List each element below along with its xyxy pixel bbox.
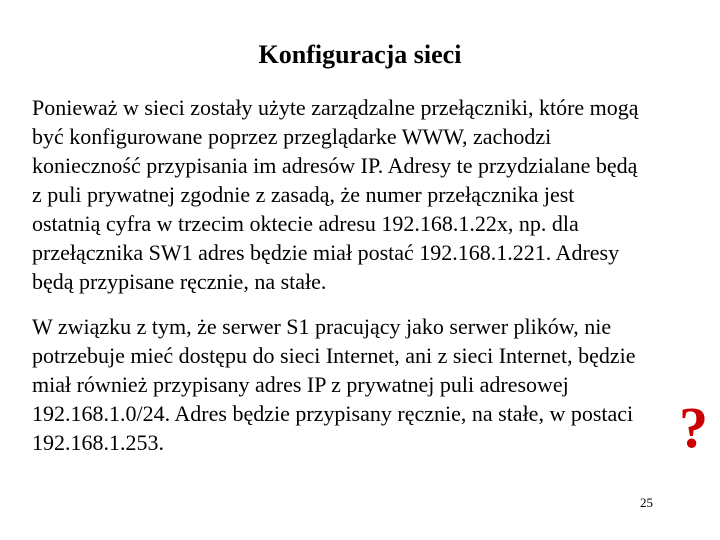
- question-mark-icon: ?: [679, 395, 708, 460]
- paragraph-line: potrzebuje mieć dostępu do sieci Internet, ani z sieci Internet, będzie: [32, 343, 636, 368]
- paragraph-line: miał również przypisany adres IP z prywatnej puli adresowej: [32, 372, 569, 397]
- paragraph-line: z puli prywatnej zgodnie z zasadą, że numer przełącznika jest: [32, 182, 575, 207]
- page-number: 25: [640, 495, 653, 510]
- slide-title: Konfiguracja sieci: [258, 40, 462, 69]
- paragraph-line: będą przypisane ręcznie, na stałe.: [32, 269, 327, 294]
- paragraph-line: być konfigurowane poprzez przeglądarke WWW, zachodzi: [32, 124, 552, 149]
- paragraph-line: przełącznika SW1 adres będzie miał postać 192.168.1.221. Adresy: [32, 240, 620, 265]
- paragraph-line: 192.168.1.253.: [32, 430, 164, 455]
- paragraph-line: Ponieważ w sieci zostały użyte zarządzalne przełączniki, które mogą: [32, 95, 639, 120]
- paragraph-line: W związku z tym, że serwer S1 pracujący jako serwer plików, nie: [32, 314, 612, 339]
- paragraph-line: konieczność przypisania im adresów IP. Adresy te przydzialane będą: [32, 153, 638, 178]
- paragraph-line: ostatnią cyfra w trzecim oktecie adresu 192.168.1.22x, np. dla: [32, 211, 579, 236]
- paragraph-server-addressing: [32, 312, 636, 457]
- paragraph-switch-addressing: [32, 93, 639, 296]
- paragraph-line: 192.168.1.0/24. Adres będzie przypisany ręcznie, na stałe, w postaci: [32, 401, 634, 426]
